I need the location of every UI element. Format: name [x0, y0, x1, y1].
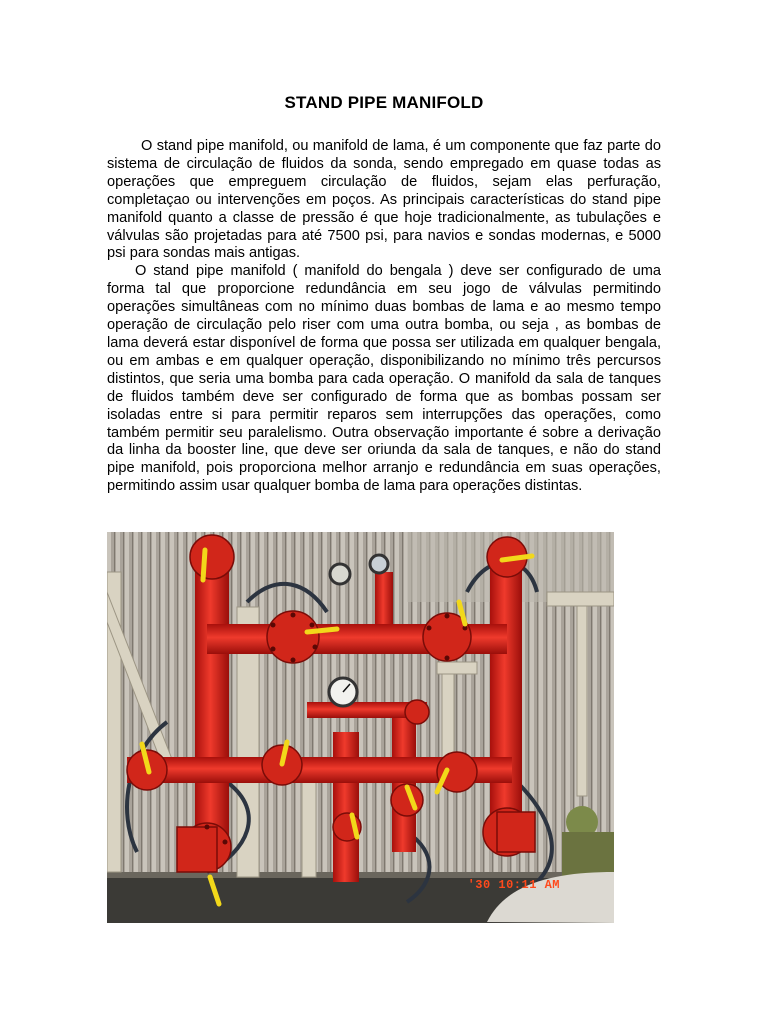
- paragraph-1: O stand pipe manifold, ou manifold de lama, é um componente que faz parte do sistema de circulação de fluidos da sonda, sendo empregado em quase todas as operações que empreguem circulação de fluidos, sejam elas perfuração, completaçao ou intervenções em poços. As principais características do stand pipe manifold quanto a classe de pressão é que hoje tradicionalmente, as tubulações e válvulas são projetadas para até 7500 psi, para navios e sondas modernas, e 5000 psi para sondas mais antigas.: [107, 138, 661, 262]
- paragraph-2: O stand pipe manifold ( manifold do bengala ) deve ser configurado de uma forma tal que proporcione redundância em seu jogo de válvulas permitindo operações simultâneas com no mínimo duas bombas de lama e ao mesmo tempo operação de circulação pelo riser com uma outra bomba, ou seja , as bombas de lama deverá estar disponível de forma que possa ser utilizada em qualquer bengala, ou em ambas e em qualquer operação, disponibilizando no mínimo três percursos distintos, que seria uma bomba para cada operação. O manifold da sala de tanques de fluidos também deve ser configurado de forma que as bombas possam ser isoladas entre si para permitir reparos sem interrupções das operações, como também permitir seu paralelismo. Outra observação importante é sobre a derivação da linha da booster line, que deve ser oriunda da sala de tanques, e não do stand pipe manifold, pois proporciona melhor arranjo e redundância em suas operações, permitindo assim usar qualquer bomba de lama para operações distintas.: [107, 263, 661, 495]
- photo-timestamp: '30 10:11 AM: [467, 878, 560, 892]
- document-title: STAND PIPE MANIFOLD: [284, 93, 484, 112]
- document-body: [107, 138, 661, 496]
- manifold-illustration: [107, 532, 614, 923]
- manifold-photo: [107, 532, 614, 923]
